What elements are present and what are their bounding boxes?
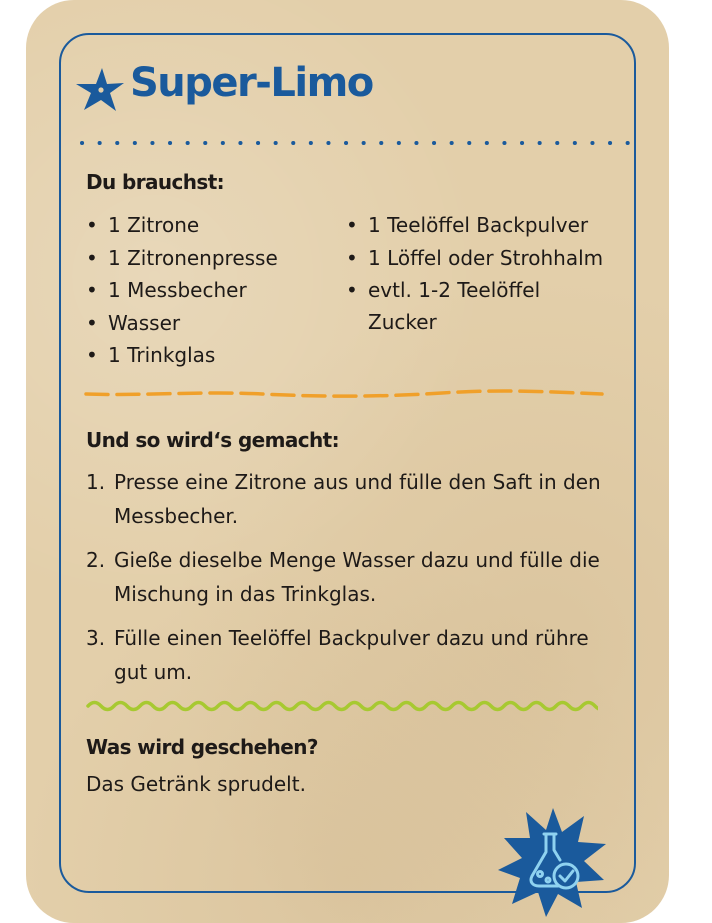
needs-heading: Du brauchst: <box>86 170 225 194</box>
needs-list-left <box>86 209 326 372</box>
green-wavy-divider <box>84 694 598 718</box>
outcome-heading: Was wird geschehen? <box>86 735 318 759</box>
step-text: Fülle einen Teelöffel Backpulver dazu und rühre gut um. <box>114 626 589 684</box>
dotted-divider <box>78 138 643 148</box>
list-item: • Wasser <box>86 307 326 340</box>
list-item <box>86 543 626 611</box>
list-item: • 1 Löffel oder Strohhalm <box>346 242 614 275</box>
list-item: • 1 Zitronenpresse <box>86 242 326 275</box>
list-item <box>86 465 626 533</box>
method-steps <box>86 465 626 699</box>
list-item: • evtl. 1-2 Teelöffel Zucker <box>346 274 558 338</box>
list-item: • 1 Teelöffel Backpulver <box>346 209 614 242</box>
flask-check-icon <box>496 804 611 919</box>
needs-list-right <box>346 209 614 338</box>
experiment-card <box>26 0 669 923</box>
step-text: Presse eine Zitrone aus und fülle den Saft in den Messbecher. <box>114 470 601 528</box>
step-number: 2. <box>86 548 106 572</box>
method-heading: Und so wird‘s gemacht: <box>86 428 340 452</box>
step-number: 1. <box>86 470 106 494</box>
list-item: • 1 Trinkglas <box>86 339 326 372</box>
list-item: • 1 Messbecher <box>86 274 326 307</box>
card-frame <box>59 33 636 893</box>
orange-dashed-divider <box>82 386 606 402</box>
list-item: • 1 Zitrone <box>86 209 326 242</box>
card-title: Super-Limo <box>130 60 373 106</box>
star-icon <box>74 66 126 114</box>
step-number: 3. <box>86 626 106 650</box>
outcome-text: Das Getränk sprudelt. <box>86 772 306 796</box>
step-text: Gieße dieselbe Menge Wasser dazu und fülle die Mischung in das Trinkglas. <box>114 548 600 606</box>
list-item <box>86 621 626 689</box>
